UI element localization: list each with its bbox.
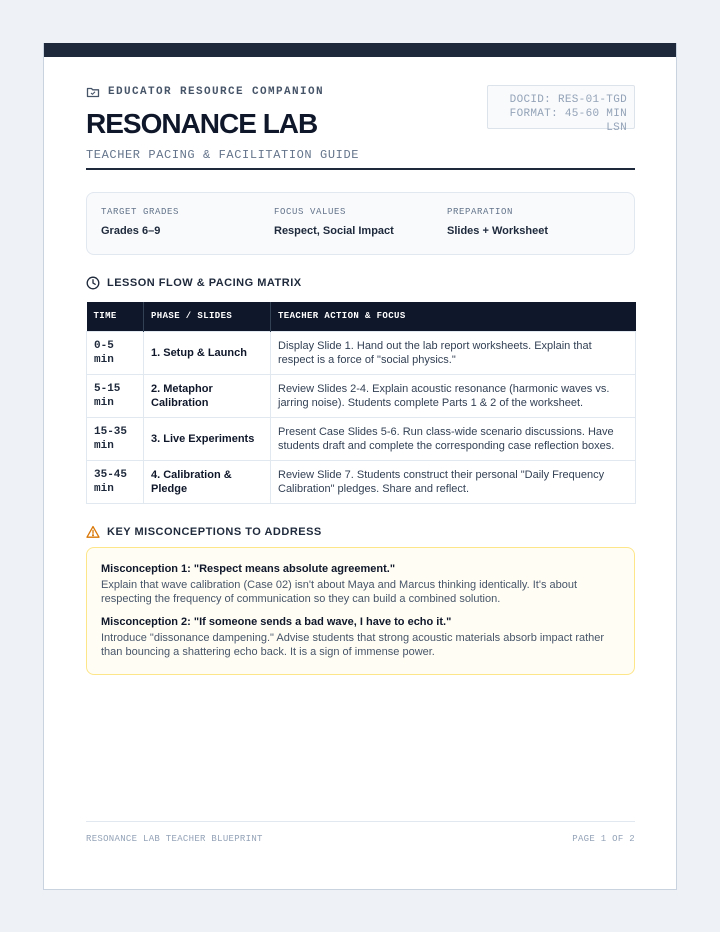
misconception-item xyxy=(101,615,620,659)
meta-label: FOCUS VALUES xyxy=(274,207,347,217)
misconception-title: Misconception 2: "If someone sends a bad wave, I have to echo it." xyxy=(101,616,452,628)
pacing-section-title: LESSON FLOW & PACING MATRIX xyxy=(107,277,302,289)
row-action: Review Slides 2-4. Explain acoustic resonance (harmonic waves vs. jarring noise). Students complete Parts 1 & 2 of the worksheet. xyxy=(271,374,636,417)
column-header-action: TEACHER ACTION & FOCUS xyxy=(271,302,636,331)
misconception-body: Explain that wave calibration (Case 02) isn't about Maya and Marcus thinking identically. It's about respecting the frequency of communication so they can build a combined solution. xyxy=(101,579,578,605)
row-time: 0-5 min xyxy=(87,331,144,374)
misconceptions-section-heading xyxy=(86,525,635,539)
misconception-item xyxy=(101,562,620,606)
top-accent-bar xyxy=(44,43,676,57)
table-header-row xyxy=(87,302,636,331)
footer-page-number: PAGE 1 OF 2 xyxy=(572,834,635,844)
meta-label: TARGET GRADES xyxy=(101,207,180,217)
page-subtitle: TEACHER PACING & FACILITATION GUIDE xyxy=(86,148,360,162)
meta-summary-panel xyxy=(86,192,635,255)
doc-format: FORMAT: 45-60 MIN LSN xyxy=(509,108,627,134)
meta-value: Slides + Worksheet xyxy=(447,225,548,237)
row-action: Present Case Slides 5-6. Run class-wide scenario discussions. Have students draft and complete the corresponding case reflection boxes. xyxy=(271,417,636,460)
column-header-time: TIME xyxy=(87,302,144,331)
doc-id: DOCID: RES-01-TGD xyxy=(509,94,627,106)
row-phase: 1. Setup & Launch xyxy=(144,331,271,374)
page-title: RESONANCE LAB xyxy=(86,108,318,139)
footer-document-name: RESONANCE LAB TEACHER BLUEPRINT xyxy=(86,834,263,844)
row-time: 35-45 min xyxy=(87,460,144,503)
header-divider xyxy=(86,168,635,170)
meta-label: PREPARATION xyxy=(447,207,514,217)
row-action: Review Slide 7. Students construct their personal "Daily Frequency Calibration" pledges. Share and reflect. xyxy=(271,460,636,503)
pacing-matrix-table xyxy=(86,302,636,504)
meta-value: Grades 6–9 xyxy=(101,225,161,237)
page-footer xyxy=(86,821,635,844)
meta-focus-values xyxy=(274,207,447,254)
meta-target-grades xyxy=(101,207,274,254)
row-phase: 2. Metaphor Calibration xyxy=(144,374,271,417)
row-time: 15-35 min xyxy=(87,417,144,460)
eyebrow-label: EDUCATOR RESOURCE COMPANION xyxy=(108,86,325,98)
document-id-box xyxy=(487,85,635,134)
warning-icon xyxy=(86,525,100,539)
pacing-section-heading xyxy=(86,276,635,290)
column-header-phase: PHASE / SLIDES xyxy=(144,302,271,331)
document-page xyxy=(43,43,677,890)
table-row xyxy=(87,460,636,503)
misconception-title: Misconception 1: "Respect means absolute agreement." xyxy=(101,563,396,575)
row-phase: 4. Calibration & Pledge xyxy=(144,460,271,503)
misconception-body: Introduce "dissonance dampening." Advise students that strong acoustic materials absorb impact rather than bouncing a shattering echo back. It is a sign of immense power. xyxy=(101,632,605,658)
meta-value: Respect, Social Impact xyxy=(274,225,394,237)
misconceptions-callout xyxy=(86,547,635,675)
document-header xyxy=(86,85,635,162)
table-row xyxy=(87,417,636,460)
folder-icon xyxy=(86,85,100,99)
table-row xyxy=(87,331,636,374)
row-time: 5-15 min xyxy=(87,374,144,417)
misconceptions-section-title: KEY MISCONCEPTIONS TO ADDRESS xyxy=(107,526,322,538)
row-phase: 3. Live Experiments xyxy=(144,417,271,460)
row-action: Display Slide 1. Hand out the lab report worksheets. Explain that respect is a force of "social physics." xyxy=(271,331,636,374)
meta-preparation xyxy=(447,207,620,254)
table-row xyxy=(87,374,636,417)
clock-icon xyxy=(86,276,100,290)
